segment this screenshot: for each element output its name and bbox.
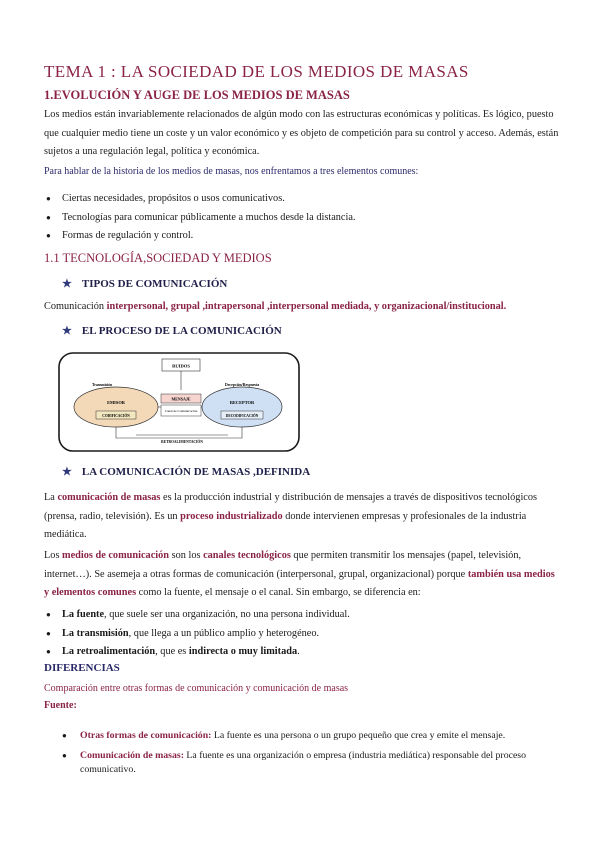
star-bullet-icon: ★ <box>62 325 72 337</box>
star-bullet-icon: ★ <box>62 466 72 478</box>
decodificacion-label: DECODIFICACIÓN <box>225 414 259 418</box>
paragraph-comunicacion-masas: La comunicación de masas es la producción industrial y distribución de mensajes a través de dispositivos tecnológicos (prensa, radio, televisión). Es un proceso industrializado donde intervienen empresas y profesionales de la industria mediática. <box>44 492 538 540</box>
list-item: ● Comunicación de masas: La fuente es una organización o empresa (industria mediática) responsable del proceso comunicativo. <box>44 749 560 778</box>
respuesta-label: Decepción/Respuesta <box>225 383 260 387</box>
list-item: ● La transmisión, que llega a un público amplio y heterogéneo. <box>44 625 560 644</box>
subheading-proceso: ★ EL PROCESO DE LA COMUNICACIÓN <box>62 325 282 337</box>
list-fuente <box>44 729 560 783</box>
section-heading-tecnologia: 1.1 TECNOLOGÍA,SOCIEDAD Y MEDIOS <box>44 251 272 265</box>
receptor-ellipse <box>202 387 282 427</box>
subheading-tipos: ★ TIPOS DE COMUNICACIÓN <box>62 278 228 290</box>
list-item: ● Ciertas necesidades, propósitos o usos comunicativos. <box>44 190 560 209</box>
subheading-masas: ★ LA COMUNICACIÓN DE MASAS ,DEFINIDA <box>62 466 311 478</box>
receptor-label: RECEPTOR <box>229 400 255 405</box>
paragraph-medios-comunicacion: Los medios de comunicación son los canales tecnológicos que permiten transmitir los mensajes (papel, televisión, internet…). Se asemeja a otras formas de comunicación (interpersonal, grupal, organizacional) porque también usa medios y elementos comunes como la fuente, el mensaje o el canal. Sin embargo, se diferencia en: <box>44 550 555 598</box>
heading-fuente: Fuente: <box>44 700 77 711</box>
heading-diferencias: DIFERENCIAS <box>44 662 120 674</box>
mensaje-label: MENSAJE <box>171 396 191 402</box>
retro-label: RETROALIMENTACIÓN <box>161 440 203 444</box>
list-item: ● Otras formas de comunicación: La fuente es una persona o un grupo pequeño que crea y emite el mensaje. <box>44 729 560 744</box>
codificacion-label: CODIFICACIÓN <box>102 414 130 418</box>
list-item: ● La retroalimentación, que es indirecta o muy limitada. <box>44 643 560 662</box>
transmision-label: Transmisión <box>92 383 113 387</box>
tipos-comunicacion-line: Comunicación interpersonal, grupal ,intrapersonal ,interpersonal mediada, y organizacional/institucional. <box>44 301 507 312</box>
list-item: ● La fuente, que suele ser una organización, no una persona individual. <box>44 606 560 625</box>
page-title: TEMA 1 : LA SOCIEDAD DE LOS MEDIOS DE MASAS <box>44 62 469 81</box>
paragraph-medios-economia: Los medios están invariablemente relacionados de algún modo con las estructuras económicas y políticas. Es lógico, puesto que cualquier medio tiene un coste y un valor económico y es objeto de competición para su control y acceso. Además, están sujetos a una regulación legal, política y económica. <box>44 109 559 157</box>
emisor-ellipse <box>74 387 158 427</box>
list-item: ● Formas de regulación y control. <box>44 227 560 246</box>
emisor-label: EMISOR <box>107 400 125 405</box>
list-diferencias-masas <box>44 606 560 662</box>
section-heading-evolucion: 1.EVOLUCIÓN Y AUGE DE LOS MEDIOS DE MASAS <box>44 88 350 102</box>
subtitle-comparacion: Comparación entre otras formas de comunicación y comunicación de masas <box>44 683 349 694</box>
list-elementos-comunes <box>44 190 560 246</box>
canal-label: Canal de Comunicación <box>164 409 198 413</box>
list-item: ● Tecnologías para comunicar públicamente a muchos desde la distancia. <box>44 209 560 228</box>
communication-process-diagram <box>58 352 300 452</box>
intro-elementos-comunes: Para hablar de la historia de los medios de masas, nos enfrentamos a tres elementos comunes: <box>44 166 419 177</box>
star-bullet-icon: ★ <box>62 278 72 290</box>
ruidos-label: RUIDOS <box>172 363 190 369</box>
